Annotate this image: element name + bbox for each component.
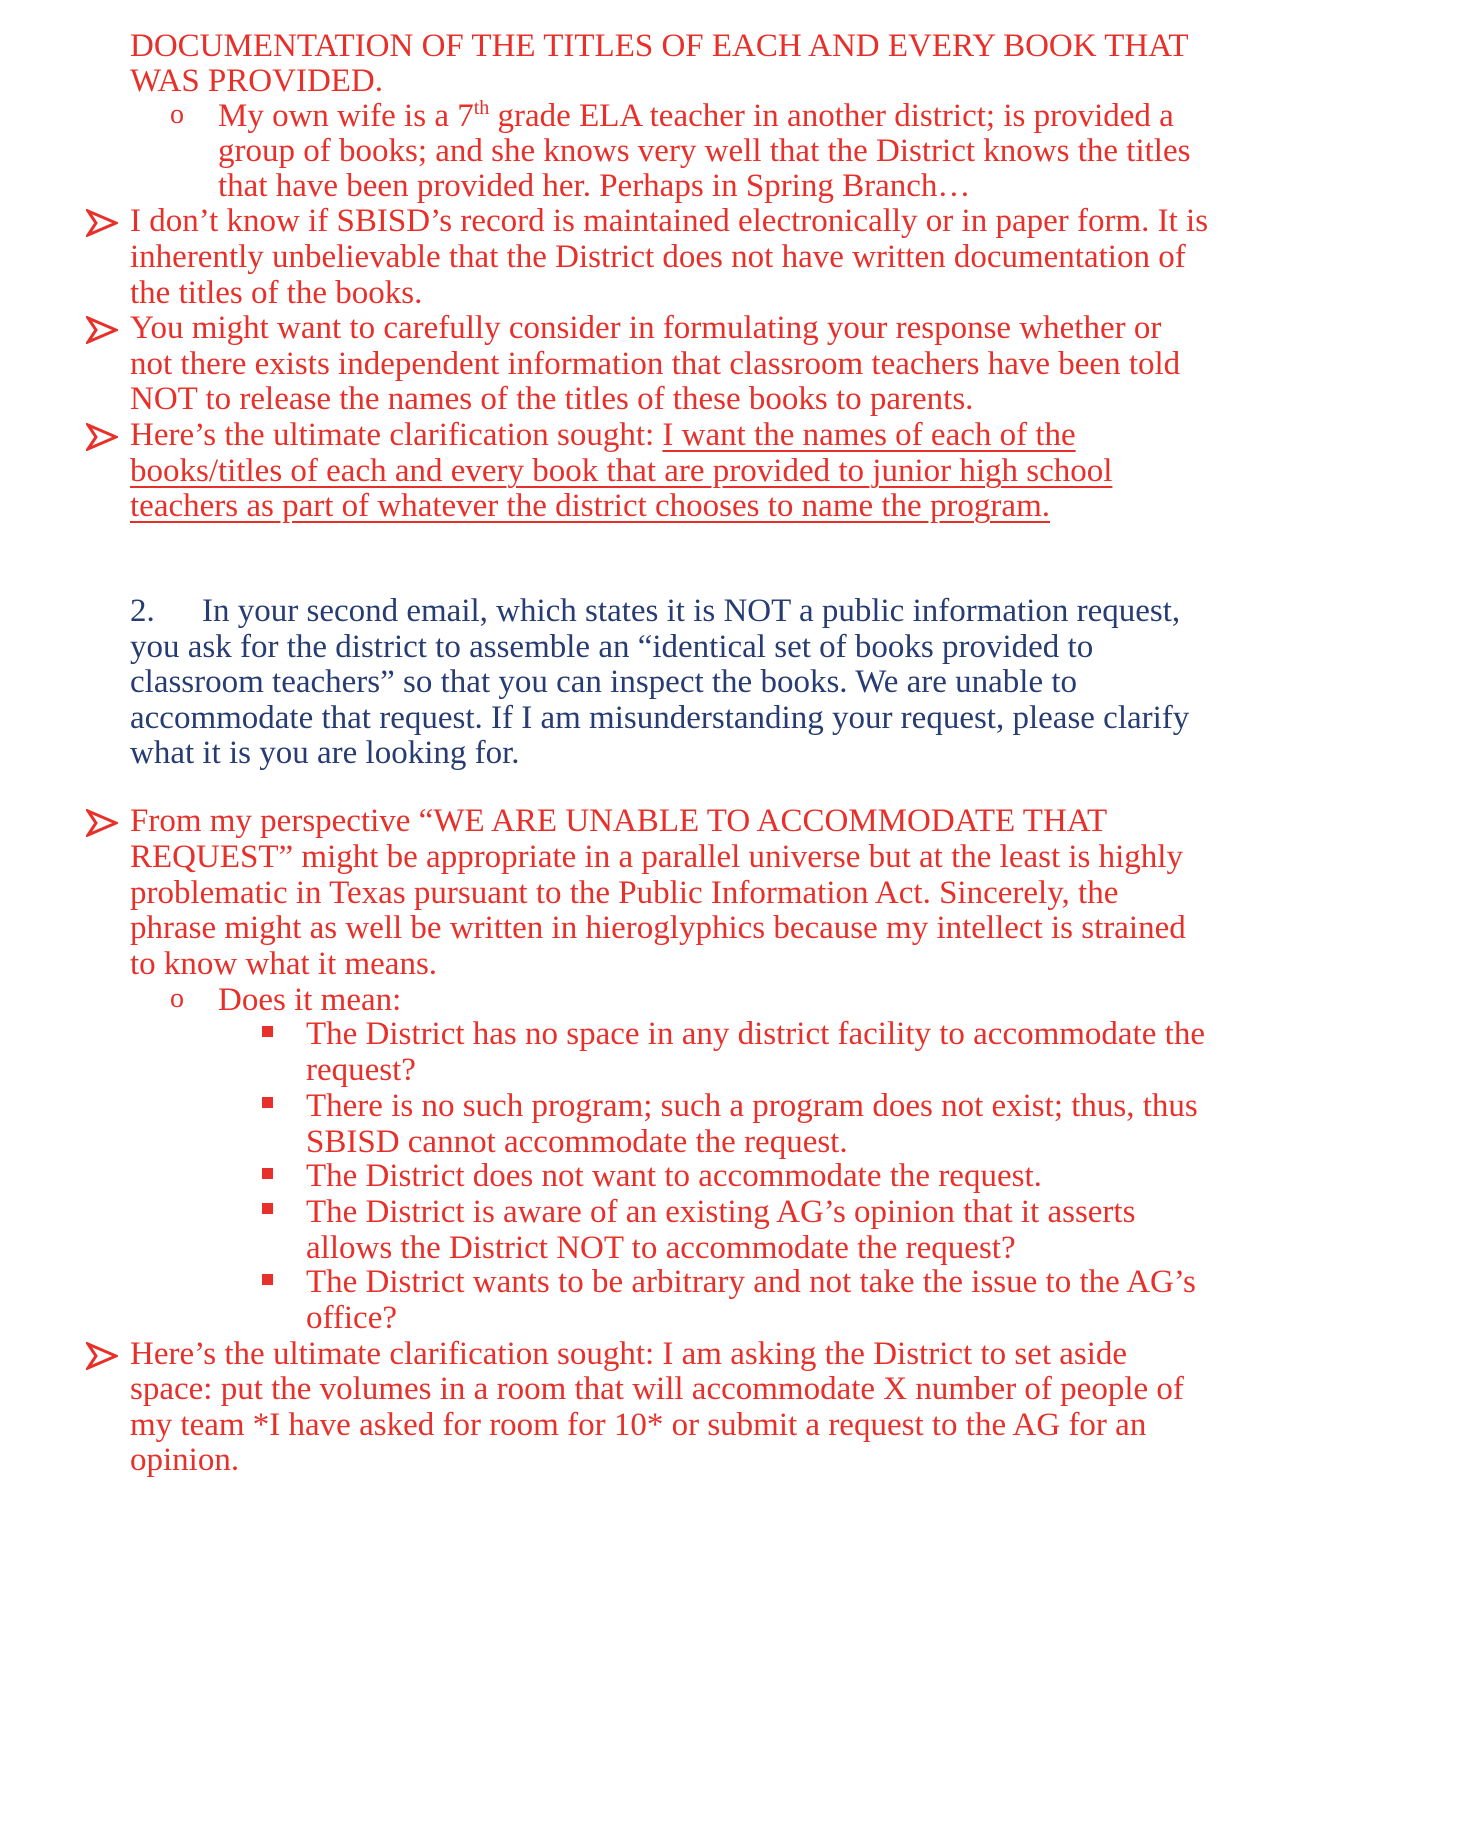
para2-line-3: classroom teachers” so that you can inspect the books. We are unable to [130, 664, 1078, 700]
arrowhead-bullet-icon [86, 209, 118, 237]
square-bullet-icon [262, 1168, 273, 1179]
circle-bullet-icon: o [170, 99, 184, 130]
bullet5-line-1: Here’s the ultimate clarification sought: I am asking the District to set aside [130, 1336, 1128, 1372]
square-item-5-line-2: office? [306, 1300, 397, 1336]
square-item-4-line-2: allows the District NOT to accommodate the request? [306, 1230, 1016, 1266]
square-item-2-line-2: SBISD cannot accommodate the request. [306, 1124, 848, 1160]
para2-number: 2. [130, 593, 155, 629]
bullet1-line-3: the titles of the books. [130, 275, 423, 311]
bullet2-line-2: not there exists independent information that classroom teachers have been told [130, 346, 1181, 382]
square-item-1-line-1: The District has no space in any district facility to accommodate the [306, 1016, 1205, 1052]
bullet4-line-5: to know what it means. [130, 946, 438, 982]
para2-line-1: In your second email, which states it is NOT a public information request, [202, 593, 1181, 629]
bullet3-line-2: books/titles of each and every book that are provided to junior high school [130, 453, 1113, 489]
arrowhead-bullet-icon [86, 316, 118, 344]
sub1-line-3: that have been provided her. Perhaps in Spring Branch… [218, 168, 971, 204]
bullet4-line-3: problematic in Texas pursuant to the Public Information Act. Sincerely, the [130, 875, 1119, 911]
para2-line-4: accommodate that request. If I am misunderstanding your request, please clarify [130, 700, 1190, 736]
bullet2-line-3: NOT to release the names of the titles of these books to parents. [130, 381, 974, 417]
bullet4-line-4: phrase might as well be written in hieroglyphics because my intellect is strained [130, 910, 1186, 946]
intro-line-2: WAS PROVIDED. [130, 63, 384, 99]
square-bullet-icon [262, 1203, 273, 1214]
square-item-1-line-2: request? [306, 1052, 416, 1088]
sub1-line-1: My own wife is a 7th grade ELA teacher in another district; is provided a [218, 97, 1174, 134]
square-bullet-icon [262, 1097, 273, 1108]
square-item-3-line-1: The District does not want to accommodate the request. [306, 1158, 1042, 1194]
bullet5-line-4: opinion. [130, 1442, 240, 1478]
bullet1-line-1: I don’t know if SBISD’s record is maintained electronically or in paper form. It is [130, 203, 1209, 239]
bullet2-line-1: You might want to carefully consider in formulating your response whether or [130, 310, 1162, 346]
bullet1-line-2: inherently unbelievable that the District does not have written documentation of [130, 239, 1186, 275]
arrowhead-bullet-icon [86, 1342, 118, 1370]
bullet4-line-1: From my perspective “WE ARE UNABLE TO ACCOMMODATE THAT [130, 803, 1108, 839]
arrowhead-bullet-icon [86, 423, 118, 451]
bullet5-line-2: space: put the volumes in a room that will accommodate X number of people of [130, 1371, 1184, 1407]
square-item-4-line-1: The District is aware of an existing AG’s opinion that it asserts [306, 1194, 1136, 1230]
square-bullet-icon [262, 1026, 273, 1037]
circle-bullet-icon: o [170, 983, 184, 1014]
bullet3-line-3: teachers as part of whatever the district chooses to name the program. [130, 488, 1050, 524]
sub1-line-2: group of books; and she knows very well that the District knows the titles [218, 133, 1191, 169]
arrowhead-bullet-icon [86, 809, 118, 837]
intro-line-1: DOCUMENTATION OF THE TITLES OF EACH AND EVERY BOOK THAT [130, 28, 1189, 64]
bullet5-line-3: my team *I have asked for room for 10* or submit a request to the AG for an [130, 1407, 1147, 1443]
square-item-2-line-1: There is no such program; such a program does not exist; thus, thus [306, 1088, 1198, 1124]
square-item-5-line-1: The District wants to be arbitrary and not take the issue to the AG’s [306, 1264, 1196, 1300]
bullet3-line-1: Here’s the ultimate clarification sought: I want the names of each of the [130, 417, 1076, 453]
para2-line-2: you ask for the district to assemble an “identical set of books provided to [130, 629, 1094, 665]
bullet4-line-2: REQUEST” might be appropriate in a parallel universe but at the least is highly [130, 839, 1183, 875]
para2-line-5: what it is you are looking for. [130, 735, 520, 771]
sub2-line-1: Does it mean: [218, 982, 402, 1018]
square-bullet-icon [262, 1274, 273, 1285]
